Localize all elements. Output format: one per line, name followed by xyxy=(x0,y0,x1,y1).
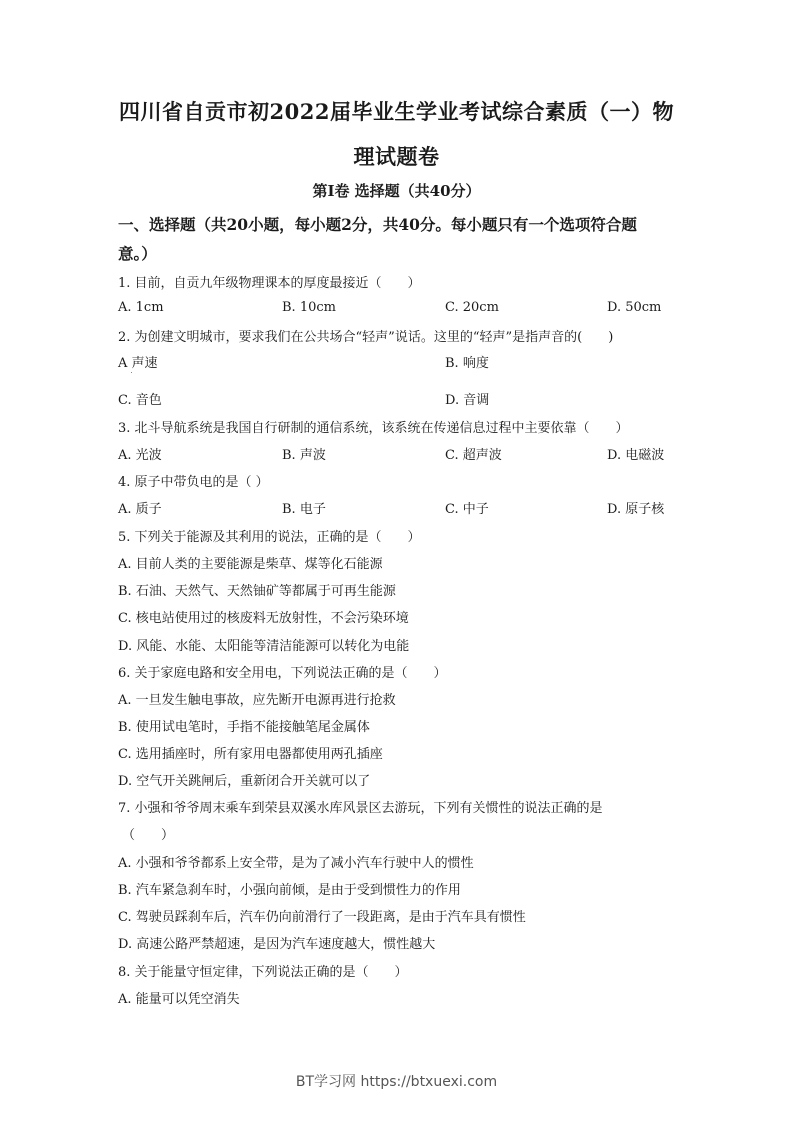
question-2-stem: 2. 为创建文明城市，要求我们在公共场合“轻声”说话。这里的“轻声”是指声音的( ) xyxy=(118,330,614,345)
question-6-stem: 6. 关于家庭电路和安全用电，下列说法正确的是（ ） xyxy=(118,666,447,681)
question-3-option-b: B. 声波 xyxy=(282,448,326,463)
question-3-stem: 3. 北斗导航系统是我国自行研制的通信系统，该系统在传递信息过程中主要依靠（ ） xyxy=(118,421,629,436)
question-7-option-d: D. 高速公路严禁超速，是因为汽车速度越大，惯性越大 xyxy=(118,937,436,952)
question-5-stem: 5. 下列关于能源及其利用的说法，正确的是（ ） xyxy=(118,530,421,545)
question-6-option-a: A. 一旦发生触电事故，应先断开电源再进行抢救 xyxy=(118,693,396,708)
question-1-option-b: B. 10cm xyxy=(282,300,336,315)
instruction-line2: 意。） xyxy=(118,244,157,263)
question-2-option-c: C. 音色 xyxy=(118,393,162,408)
stray-dot xyxy=(131,372,132,373)
watermark-footer: BT学习网 https://btxuexi.com xyxy=(295,1074,498,1090)
question-1-option-c: C. 20cm xyxy=(445,300,499,315)
question-7-option-a: A. 小强和爷爷都系上安全带，是为了减小汽车行驶中人的惯性 xyxy=(118,856,474,871)
question-8-stem: 8. 关于能量守恒定律，下列说法正确的是（ ） xyxy=(118,965,408,980)
question-5-option-d: D. 风能、水能、太阳能等清洁能源可以转化为电能 xyxy=(118,639,410,654)
question-7-option-c: C. 驾驶员踩刹车后，汽车仍向前滑行了一段距离，是由于汽车具有惯性 xyxy=(118,910,526,925)
question-2-option-d: D. 音调 xyxy=(445,393,490,408)
exam-title-line1: 四川省自贡市初2022届毕业生学业考试综合素质（一）物 xyxy=(119,99,674,124)
question-5-option-a: A. 目前人类的主要能源是柴草、煤等化石能源 xyxy=(118,557,383,572)
question-2-option-b: B. 响度 xyxy=(445,356,489,371)
question-5-option-b: B. 石油、天然气、天然铀矿等都属于可再生能源 xyxy=(118,584,396,599)
question-8-option-a: A. 能量可以凭空消失 xyxy=(118,992,240,1007)
question-6-option-c: C. 选用插座时，所有家用电器都使用两孔插座 xyxy=(118,747,383,762)
question-3-option-c: C. 超声波 xyxy=(445,448,502,463)
question-4-option-b: B. 电子 xyxy=(282,502,326,517)
question-5-option-c: C. 核电站使用过的核废料无放射性，不会污染环境 xyxy=(118,611,409,626)
question-1-option-a: A. 1cm xyxy=(118,300,164,315)
question-4-stem: 4. 原子中带负电的是（ ） xyxy=(118,475,269,490)
question-2-option-a: A 声速 xyxy=(118,356,158,371)
question-3-option-d: D. 电磁波 xyxy=(607,448,665,463)
question-4-option-d: D. 原子核 xyxy=(607,502,665,517)
question-7-stem-continuation: （ ） xyxy=(122,828,175,843)
instruction-line1: 一、选择题（共20小题，每小题2分，共40分。每小题只有一个选项符合题 xyxy=(118,215,637,234)
question-1-option-d: D. 50cm xyxy=(607,300,662,315)
section-heading: 第Ⅰ卷 选择题（共40分） xyxy=(312,182,481,200)
exam-title-line2: 理试题卷 xyxy=(353,144,440,169)
question-7-stem: 7. 小强和爷爷周末乘车到荣县双溪水库风景区去游玩，下列有关惯性的说法正确的是 xyxy=(118,801,603,816)
question-6-option-d: D. 空气开关跳闸后，重新闭合开关就可以了 xyxy=(118,774,371,789)
question-7-option-b: B. 汽车紧急刹车时，小强向前倾，是由于受到惯性力的作用 xyxy=(118,883,461,898)
question-3-option-a: A. 光波 xyxy=(118,448,162,463)
question-4-option-a: A. 质子 xyxy=(118,502,162,517)
question-4-option-c: C. 中子 xyxy=(445,502,489,517)
question-6-option-b: B. 使用试电笔时，手指不能接触笔尾金属体 xyxy=(118,720,370,735)
question-1-stem: 1. 目前，自贡九年级物理课本的厚度最接近（ ） xyxy=(118,276,421,291)
